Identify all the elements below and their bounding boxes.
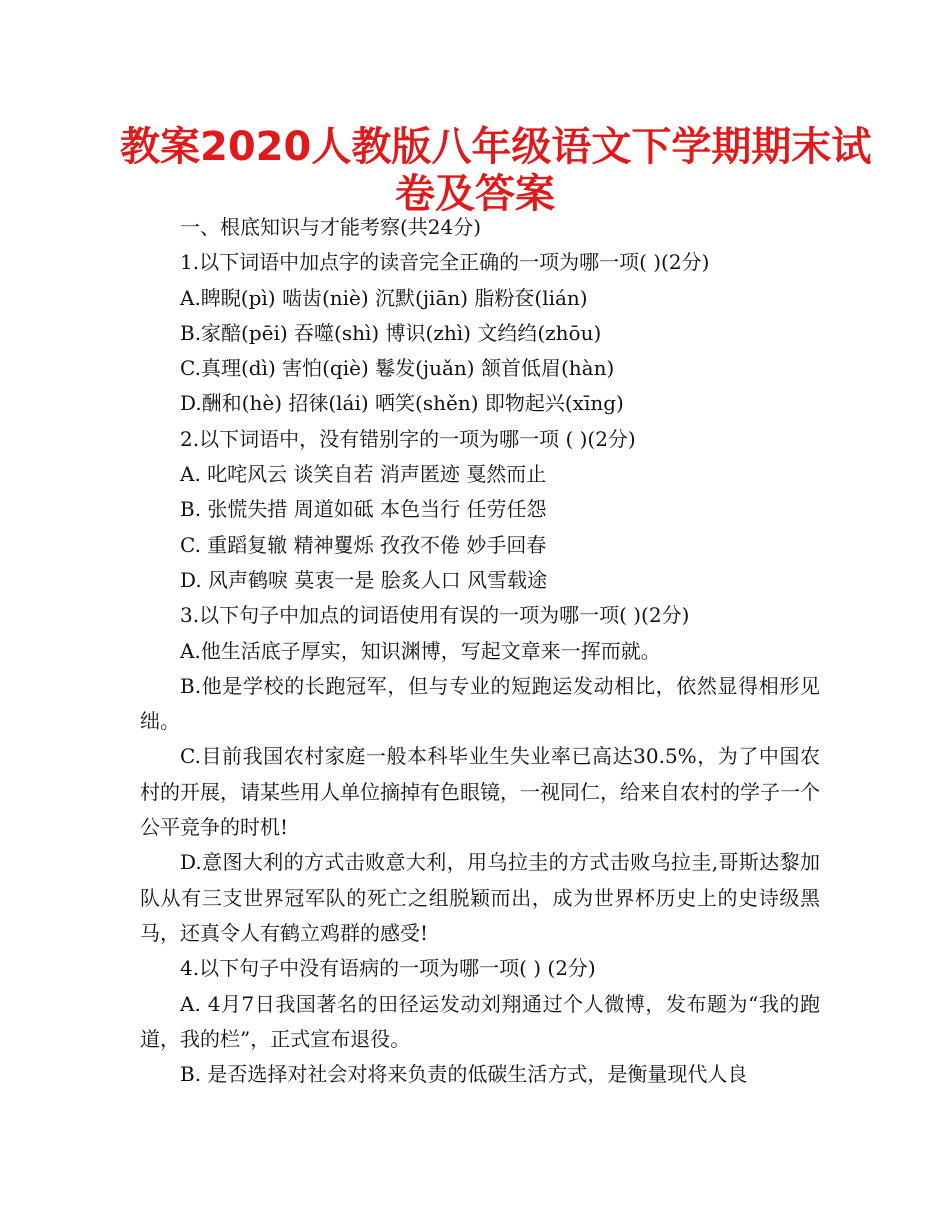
q3-option-d: D.意图大利的方式击败意大利，用乌拉圭的方式击败乌拉圭,哥斯达黎加队从有三支世界冠军队的死亡之组脱颖而出，成为世界杯历史上的史诗级黑马，还真令人有鹤立鸡群的感受! — [140, 850, 820, 945]
q1-option-c: C.真理(dì) 害怕(qiè) 鬈发(juǎn) 颔首低眉(hàn) — [180, 356, 615, 381]
q2-option-c: C. 重蹈复辙 精神矍烁 孜孜不倦 妙手回春 — [180, 532, 547, 557]
question-1: 1.以下词语中加点字的读音完全正确的一项为哪一项( )(2分) — [180, 250, 710, 275]
q3-option-c: C.目前我国农村家庭一般本科毕业生失业率已高达30.5%，为了中国农村的开展，请某些用人单位摘掉有色眼镜，一视同仁，给来自农村的学子一个公平竞争的时机! — [140, 744, 820, 840]
question-4: 4.以下句子中没有语病的一项为哪一项( ) (2分) — [180, 956, 596, 981]
q1-option-b: B.家醅(pēi) 吞噬(shì) 博识(zhì) 文绉绉(zhōu) — [180, 320, 602, 345]
question-3: 3.以下句子中加点的词语使用有误的一项为哪一项( )(2分) — [180, 603, 690, 628]
section-heading: 一、根底知识与才能考察(共24分) — [180, 215, 482, 239]
document-body — [140, 210, 820, 1092]
q2-option-a: A. 叱咤风云 谈笑自若 消声匿迹 戛然而止 — [180, 462, 547, 487]
q3-option-a: A.他生活底子厚实，知识渊博，写起文章来一挥而就。 — [180, 638, 661, 663]
q2-option-d: D. 风声鹤唳 莫衷一是 脍炙人口 风雪载途 — [180, 567, 548, 592]
document-title-line-1: 教案2020人教版八年级语文下学期期末试 — [120, 124, 872, 170]
q3-option-b: B.他是学校的长跑冠军，但与专业的短跑运发动相比，依然显得相形见绌。 — [140, 673, 820, 734]
q4-option-b: B. 是否选择对社会对将来负责的低碳生活方式，是衡量现代人良 — [180, 1062, 748, 1087]
question-2: 2.以下词语中，没有错别字的一项为哪一项 ( )(2分) — [180, 426, 636, 451]
q1-option-a: A.睥睨(pì) 啮齿(niè) 沉默(jiān) 脂粉奁(lián) — [180, 285, 588, 310]
q1-option-d: D.酬和(hè) 招徕(lái) 哂笑(shěn) 即物起兴(xīng) — [180, 391, 624, 416]
q2-option-b: B. 张慌失措 周道如砥 本色当行 任劳任怨 — [180, 497, 547, 522]
document-title-line-2: 卷及答案 — [395, 171, 555, 217]
q4-option-a: A. 4月7日我国著名的田径运发动刘翔通过个人微博，发布题为“我的跑道，我的栏”，正式宣布退役。 — [140, 991, 820, 1051]
